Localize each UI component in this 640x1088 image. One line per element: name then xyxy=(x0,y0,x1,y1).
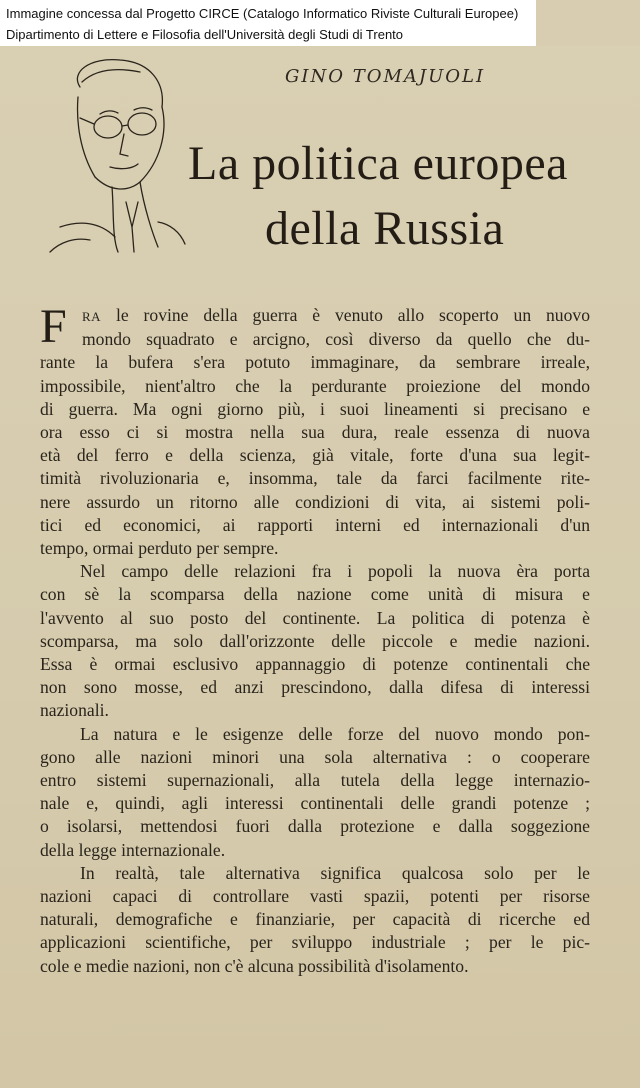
text-line: rante la bufera s'era potuto immaginare, da sembrare irreale, xyxy=(40,352,590,373)
text-line: della legge internazionale. xyxy=(40,839,226,860)
text-line: con sè la scomparsa della nazione come unità di misura e xyxy=(40,584,590,605)
paragraph-1 xyxy=(40,300,590,560)
text-line: La natura e le esigenze delle forze del nuovo mondo pon- xyxy=(80,723,590,744)
text-line: cole e medie nazioni, non c'è alcuna possibilità d'isolamento. xyxy=(40,955,469,976)
text-line: Nel campo delle relazioni fra i popoli la nuova èra porta xyxy=(80,561,590,582)
text-line: tempo, ormai perduto per sempre. xyxy=(40,538,279,559)
text-line: naturali, demografiche e finanziarie, per capacità di ricerche ed xyxy=(40,909,590,930)
text-line: età del ferro e della scienza, già vitale, forte d'una sua legit- xyxy=(40,445,590,466)
text-line: applicazioni scientifiche, per sviluppo industriale ; per le pic- xyxy=(40,932,590,953)
text-line: l'avvento al suo posto del continente. La politica di potenza è xyxy=(40,607,590,628)
text-line: entro sistemi supernazionali, alla tutela della legge internazio- xyxy=(40,770,590,791)
text-line: mondo squadrato e arcigno, così diverso da quello che du- xyxy=(82,329,590,350)
paragraph-2 xyxy=(40,560,590,722)
source-banner xyxy=(0,0,536,46)
paragraph-3 xyxy=(40,723,590,862)
text-line: timità rivoluzionaria e, insomma, tale da farci facilmente rite- xyxy=(40,468,590,489)
text-line xyxy=(40,304,590,328)
text-line: nazioni capaci di controllare vasti spazii, potenti per risorse xyxy=(40,886,590,907)
text-line: scomparsa, ma solo dall'orizzonte delle piccole e medie nazioni. xyxy=(40,630,590,651)
text-line: gono alle nazioni minori una sola alternativa : o cooperare xyxy=(40,746,590,767)
scanned-page xyxy=(0,46,640,1088)
article-body xyxy=(40,300,590,978)
text-line: nere assurdo un ritorno alle condizioni di vita, ai sistemi poli- xyxy=(40,491,590,512)
text-line: In realtà, tale alternativa significa qualcosa solo per le xyxy=(80,862,590,883)
text-line: o isolarsi, mettendosi fuori dalla protezione e dalla soggezione xyxy=(40,816,590,837)
text-line: tici ed economici, ai rapporti interni ed internazionali d'un xyxy=(40,514,590,535)
text-line: impossibile, nient'altro che la perdurante proiezione del mondo xyxy=(40,375,590,396)
article-title-line-2: della Russia xyxy=(265,202,505,255)
banner-line-2: Dipartimento di Lettere e Filosofia dell'Università degli Studi di Trento xyxy=(6,27,404,42)
text-line: nazionali. xyxy=(40,700,109,721)
paragraph-4 xyxy=(40,862,590,978)
text-line: di guerra. Ma ogni giorno più, i suoi lineamenti si precisano e xyxy=(40,398,590,419)
text-line: ora esso ci si mostra nella sua dura, reale essenza di nuova xyxy=(40,422,590,443)
article-title-line-1: La politica europea xyxy=(188,137,568,190)
first-line-rest: le rovine della guerra è venuto allo scoperto un nuovo xyxy=(101,305,590,325)
article-author: GINO TOMAJUOLI xyxy=(285,66,486,87)
text-line: nale e, quindi, agli interessi continentali delle grandi potenze ; xyxy=(40,793,590,814)
author-portrait-sketch xyxy=(40,52,190,277)
banner-line-1: Immagine concessa dal Progetto CIRCE (Catalogo Informatico Riviste Culturali Europee) xyxy=(6,6,519,21)
first-word-smallcaps: RA xyxy=(82,309,102,324)
text-line: non sono mosse, ed anzi prescindono, dalla difesa di interessi xyxy=(40,677,590,698)
text-line: Essa è ormai esclusivo appannaggio di potenze continentali che xyxy=(40,654,590,675)
drop-cap: F xyxy=(40,300,67,353)
